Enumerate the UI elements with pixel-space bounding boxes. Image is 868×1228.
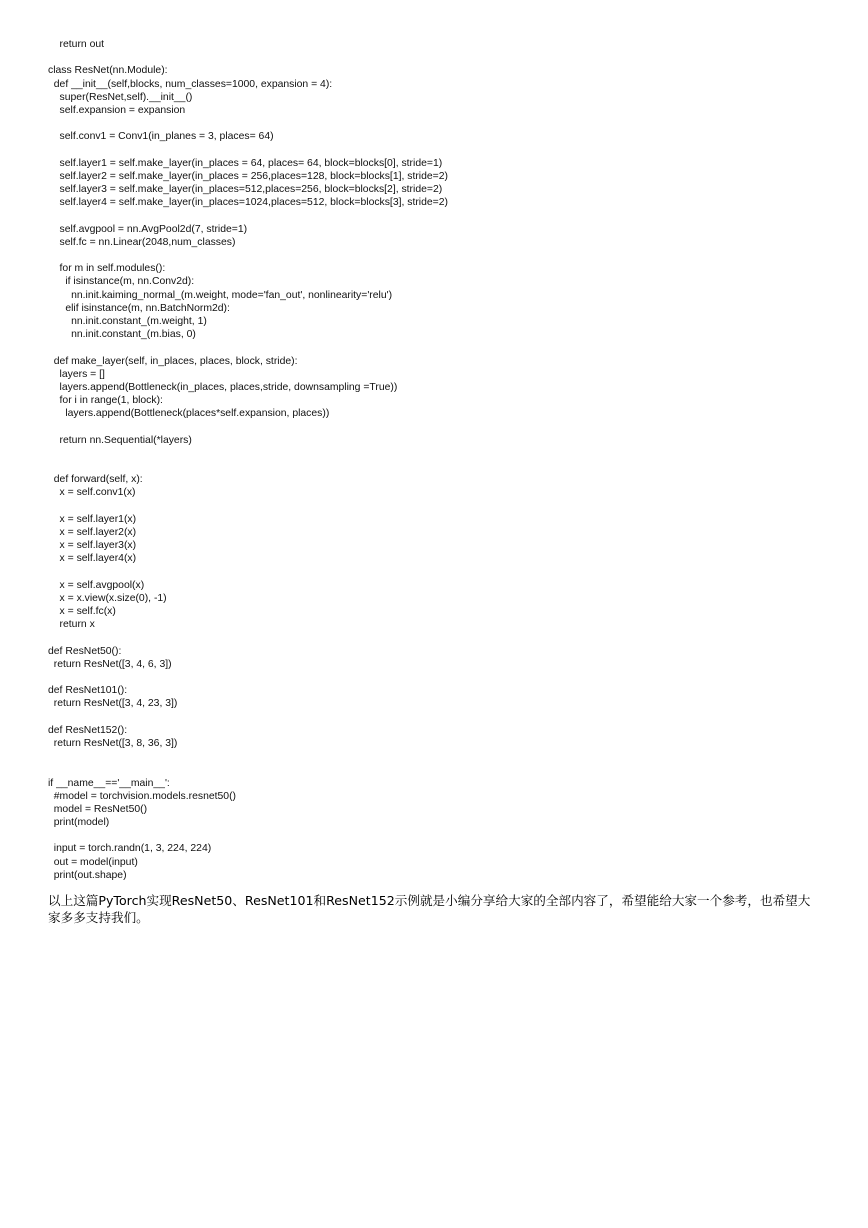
code-line: layers = []	[48, 368, 105, 380]
code-line: layers.append(Bottleneck(in_places, places,stride, downsampling =True))	[48, 381, 398, 393]
code-line: def make_layer(self, in_places, places, block, stride):	[48, 355, 298, 367]
code-line	[48, 763, 828, 776]
code-line: def forward(self, x):	[48, 474, 143, 486]
code-line: x = self.layer4(x)	[48, 553, 137, 565]
code-block	[48, 38, 828, 882]
code-line: return ResNet([3, 4, 6, 3])	[48, 658, 172, 670]
code-line: input = torch.randn(1, 3, 224, 224)	[48, 843, 212, 855]
closing-paragraph: 以上这篇PyTorch实现ResNet50、ResNet101和ResNet152示例就是小编分享给大家的全部内容了，希望能给大家一个参考，也希望大家多多支持我们。	[48, 893, 811, 925]
code-line: x = self.avgpool(x)	[48, 579, 145, 591]
code-line	[48, 51, 828, 64]
code-line: return ResNet([3, 4, 23, 3])	[48, 698, 178, 710]
code-line: model = ResNet50()	[48, 803, 148, 815]
code-line	[48, 420, 828, 433]
code-line	[48, 249, 828, 262]
code-line: x = self.conv1(x)	[48, 487, 136, 499]
code-line: print(model)	[48, 817, 110, 829]
code-line: super(ResNet,self).__init__()	[48, 91, 193, 103]
code-line: return nn.Sequential(*layers)	[48, 434, 192, 446]
code-line: for m in self.modules():	[48, 263, 166, 275]
code-line: layers.append(Bottleneck(places*self.expansion, places))	[48, 408, 330, 420]
code-line: elif isinstance(m, nn.BatchNorm2d):	[48, 302, 230, 314]
code-line	[48, 566, 828, 579]
code-line	[48, 117, 828, 130]
code-line	[48, 209, 828, 222]
code-line: nn.init.kaiming_normal_(m.weight, mode='fan_out', nonlinearity='relu')	[48, 289, 393, 301]
code-line: self.layer3 = self.make_layer(in_places=512,places=256, block=blocks[2], stride=2)	[48, 184, 443, 196]
code-line: x = self.layer1(x)	[48, 513, 137, 525]
code-line: x = x.view(x.size(0), -1)	[48, 592, 167, 604]
code-line	[48, 500, 828, 513]
code-line: nn.init.constant_(m.bias, 0)	[48, 329, 196, 341]
code-line	[48, 711, 828, 724]
code-line: class ResNet(nn.Module):	[48, 65, 168, 77]
code-line	[48, 341, 828, 354]
code-line: def ResNet50():	[48, 645, 122, 657]
code-line	[48, 829, 828, 842]
code-line	[48, 671, 828, 684]
code-line: if __name__=='__main__':	[48, 777, 170, 789]
code-line: self.fc = nn.Linear(2048,num_classes)	[48, 236, 236, 248]
code-line: def ResNet101():	[48, 685, 128, 697]
code-line: def ResNet152():	[48, 724, 128, 736]
code-line: self.avgpool = nn.AvgPool2d(7, stride=1)	[48, 223, 248, 235]
code-line: for i in range(1, block):	[48, 395, 163, 407]
code-line: x = self.fc(x)	[48, 606, 116, 618]
code-line: self.expansion = expansion	[48, 104, 186, 116]
code-line: return x	[48, 619, 95, 631]
code-line: print(out.shape)	[48, 869, 127, 881]
code-line: nn.init.constant_(m.weight, 1)	[48, 315, 207, 327]
code-line: #model = torchvision.models.resnet50()	[48, 790, 236, 802]
code-line: return ResNet([3, 8, 36, 3])	[48, 737, 178, 749]
code-line: self.layer2 = self.make_layer(in_places = 256,places=128, block=blocks[1], stride=2)	[48, 170, 448, 182]
code-line	[48, 750, 828, 763]
code-line: return out	[48, 39, 105, 50]
code-line: self.conv1 = Conv1(in_planes = 3, places= 64)	[48, 131, 274, 143]
code-line: self.layer4 = self.make_layer(in_places=1024,places=512, block=blocks[3], stride=2)	[48, 197, 448, 209]
code-line	[48, 144, 828, 157]
code-line	[48, 631, 828, 644]
code-line	[48, 447, 828, 460]
code-line: self.layer1 = self.make_layer(in_places = 64, places= 64, block=blocks[0], stride=1)	[48, 157, 443, 169]
code-line: def __init__(self,blocks, num_classes=1000, expansion = 4):	[48, 78, 333, 90]
code-line: x = self.layer3(x)	[48, 540, 137, 552]
code-line	[48, 460, 828, 473]
code-line: out = model(input)	[48, 856, 138, 868]
code-line: x = self.layer2(x)	[48, 526, 137, 538]
code-line: if isinstance(m, nn.Conv2d):	[48, 276, 195, 288]
